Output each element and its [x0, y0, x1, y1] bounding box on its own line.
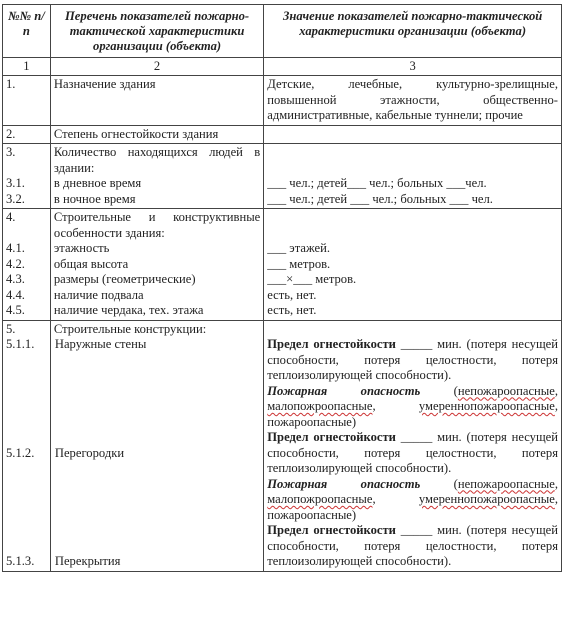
- fire-limit-label: Предел огнестойкости: [267, 523, 396, 537]
- row-label: в дневное время: [53, 176, 142, 190]
- row-number: 4.3.: [6, 272, 25, 286]
- row-labels: [50, 144, 263, 209]
- fire-danger-block: Пожарная опасность (непожароопасные, малопожроопасные, умереннопожароопасные, пожароопасные): [267, 383, 558, 429]
- row-value: [264, 125, 562, 144]
- row-number: 4.2.: [6, 256, 25, 271]
- row-value: ___ метров.: [267, 256, 331, 271]
- row-label: Степень огнестойкости здания: [50, 125, 263, 144]
- table-row: [3, 209, 562, 321]
- fire-limit-text: _____ мин. (потеря несущей способности, потеря целостности, потеря теплоизолирующей способности).: [267, 337, 559, 382]
- header-col-values: Значение показателей пожарно-тактической характеристики организации (объекта): [264, 5, 562, 58]
- row-label: Строительные и конструктивные особенности здания:: [53, 210, 261, 240]
- row-value: ___ этажей.: [267, 241, 330, 255]
- fire-danger-class: умереннопожароопасные: [418, 399, 555, 413]
- table-row: [3, 144, 562, 209]
- row-label: Перекрытия: [54, 554, 121, 568]
- fire-danger-label: Пожарная опасность: [267, 383, 421, 398]
- row-number: 4.4.: [6, 287, 25, 302]
- row-number: 3.1.: [6, 176, 25, 190]
- row-number: 5.: [6, 321, 16, 336]
- row-label: размеры (геометрические): [53, 272, 196, 286]
- row-number: 4.5.: [6, 303, 25, 317]
- column-number-2: 2: [50, 58, 263, 76]
- row-label: общая высота: [53, 256, 129, 271]
- header-col-indicators: Перечень показателей пожарно-тактической характеристики организации (объекта): [50, 5, 263, 58]
- fire-danger-class: умереннопожароопасные: [418, 492, 555, 506]
- row-value: ___×___ метров.: [267, 272, 357, 286]
- row-number: 2.: [3, 125, 51, 144]
- table-row: [3, 320, 562, 571]
- row-value: есть, нет.: [267, 303, 317, 317]
- row-number: 3.: [6, 145, 16, 159]
- row-number: 4.1.: [6, 241, 25, 255]
- table-row: [3, 125, 562, 144]
- row-label: Перегородки: [54, 445, 125, 460]
- column-number-1: 1: [3, 58, 51, 76]
- row-values: [264, 144, 562, 209]
- fire-tactical-table: [2, 4, 562, 572]
- fire-limit-block: [267, 430, 558, 477]
- row-numbers: [3, 144, 51, 209]
- column-number-3: 3: [264, 58, 562, 76]
- row-labels: [50, 209, 263, 321]
- fire-limit-block: [267, 523, 558, 570]
- table-header-row: [3, 5, 562, 58]
- fire-limit-text: _____ мин. (потеря несущей способности, потеря целостности, потеря теплоизолирующей способности).: [267, 523, 559, 568]
- row-number: 3.2.: [6, 191, 25, 206]
- row-label: Назначение здания: [50, 76, 263, 126]
- row-label: Строительные конструкции:: [53, 321, 207, 336]
- row-values: [264, 209, 562, 321]
- row-values: [264, 320, 562, 571]
- row-number: 1.: [3, 76, 51, 126]
- row-label: в ночное время: [53, 191, 136, 206]
- fire-danger-class: непожароопасные: [457, 383, 555, 398]
- row-value: Детские, лечебные, культурно-зрелищные, повышенной этажности, общественно-административные, кабельные туннели; прочие: [264, 76, 562, 126]
- fire-limit-block: [267, 337, 558, 384]
- row-labels: [50, 320, 263, 571]
- table-row: [3, 76, 562, 126]
- fire-danger-class: малопожроопасные: [267, 492, 373, 506]
- row-label: наличие чердака, тех. этажа: [53, 303, 204, 317]
- row-label: Количество находящихся людей в здании:: [53, 145, 261, 175]
- header-col-number: №№ п/п: [3, 5, 51, 58]
- fire-limit-label: Предел огнестойкости: [267, 337, 396, 351]
- fire-limit-label: Предел огнестойкости: [267, 430, 396, 444]
- row-value: ___ чел.; детей ___ чел.; больных ___ чел.: [267, 191, 493, 206]
- fire-danger-block: Пожарная опасность (непожароопасные, малопожроопасные, умереннопожароопасные, пожароопасные): [267, 476, 558, 522]
- row-numbers: [3, 320, 51, 571]
- row-number: 5.1.2.: [6, 445, 35, 460]
- column-number-row: [3, 58, 562, 76]
- row-number: 5.1.1.: [6, 337, 35, 351]
- row-number: 4.: [6, 210, 16, 224]
- fire-danger-class: непожароопасные: [457, 476, 555, 491]
- fire-danger-label: Пожарная опасность: [267, 476, 421, 491]
- row-number: 5.1.3.: [6, 554, 35, 568]
- row-label: наличие подвала: [53, 287, 144, 302]
- row-value: ___ чел.; детей___ чел.; больных ___чел.: [267, 176, 487, 190]
- fire-limit-text: _____ мин. (потеря несущей способности, потеря целостности, потеря теплоизолирующей способности).: [267, 430, 559, 475]
- row-numbers: [3, 209, 51, 321]
- row-label: Наружные стены: [54, 337, 147, 351]
- fire-danger-class: малопожроопасные: [267, 399, 373, 413]
- row-value: есть, нет.: [267, 287, 317, 302]
- row-label: этажность: [53, 241, 110, 255]
